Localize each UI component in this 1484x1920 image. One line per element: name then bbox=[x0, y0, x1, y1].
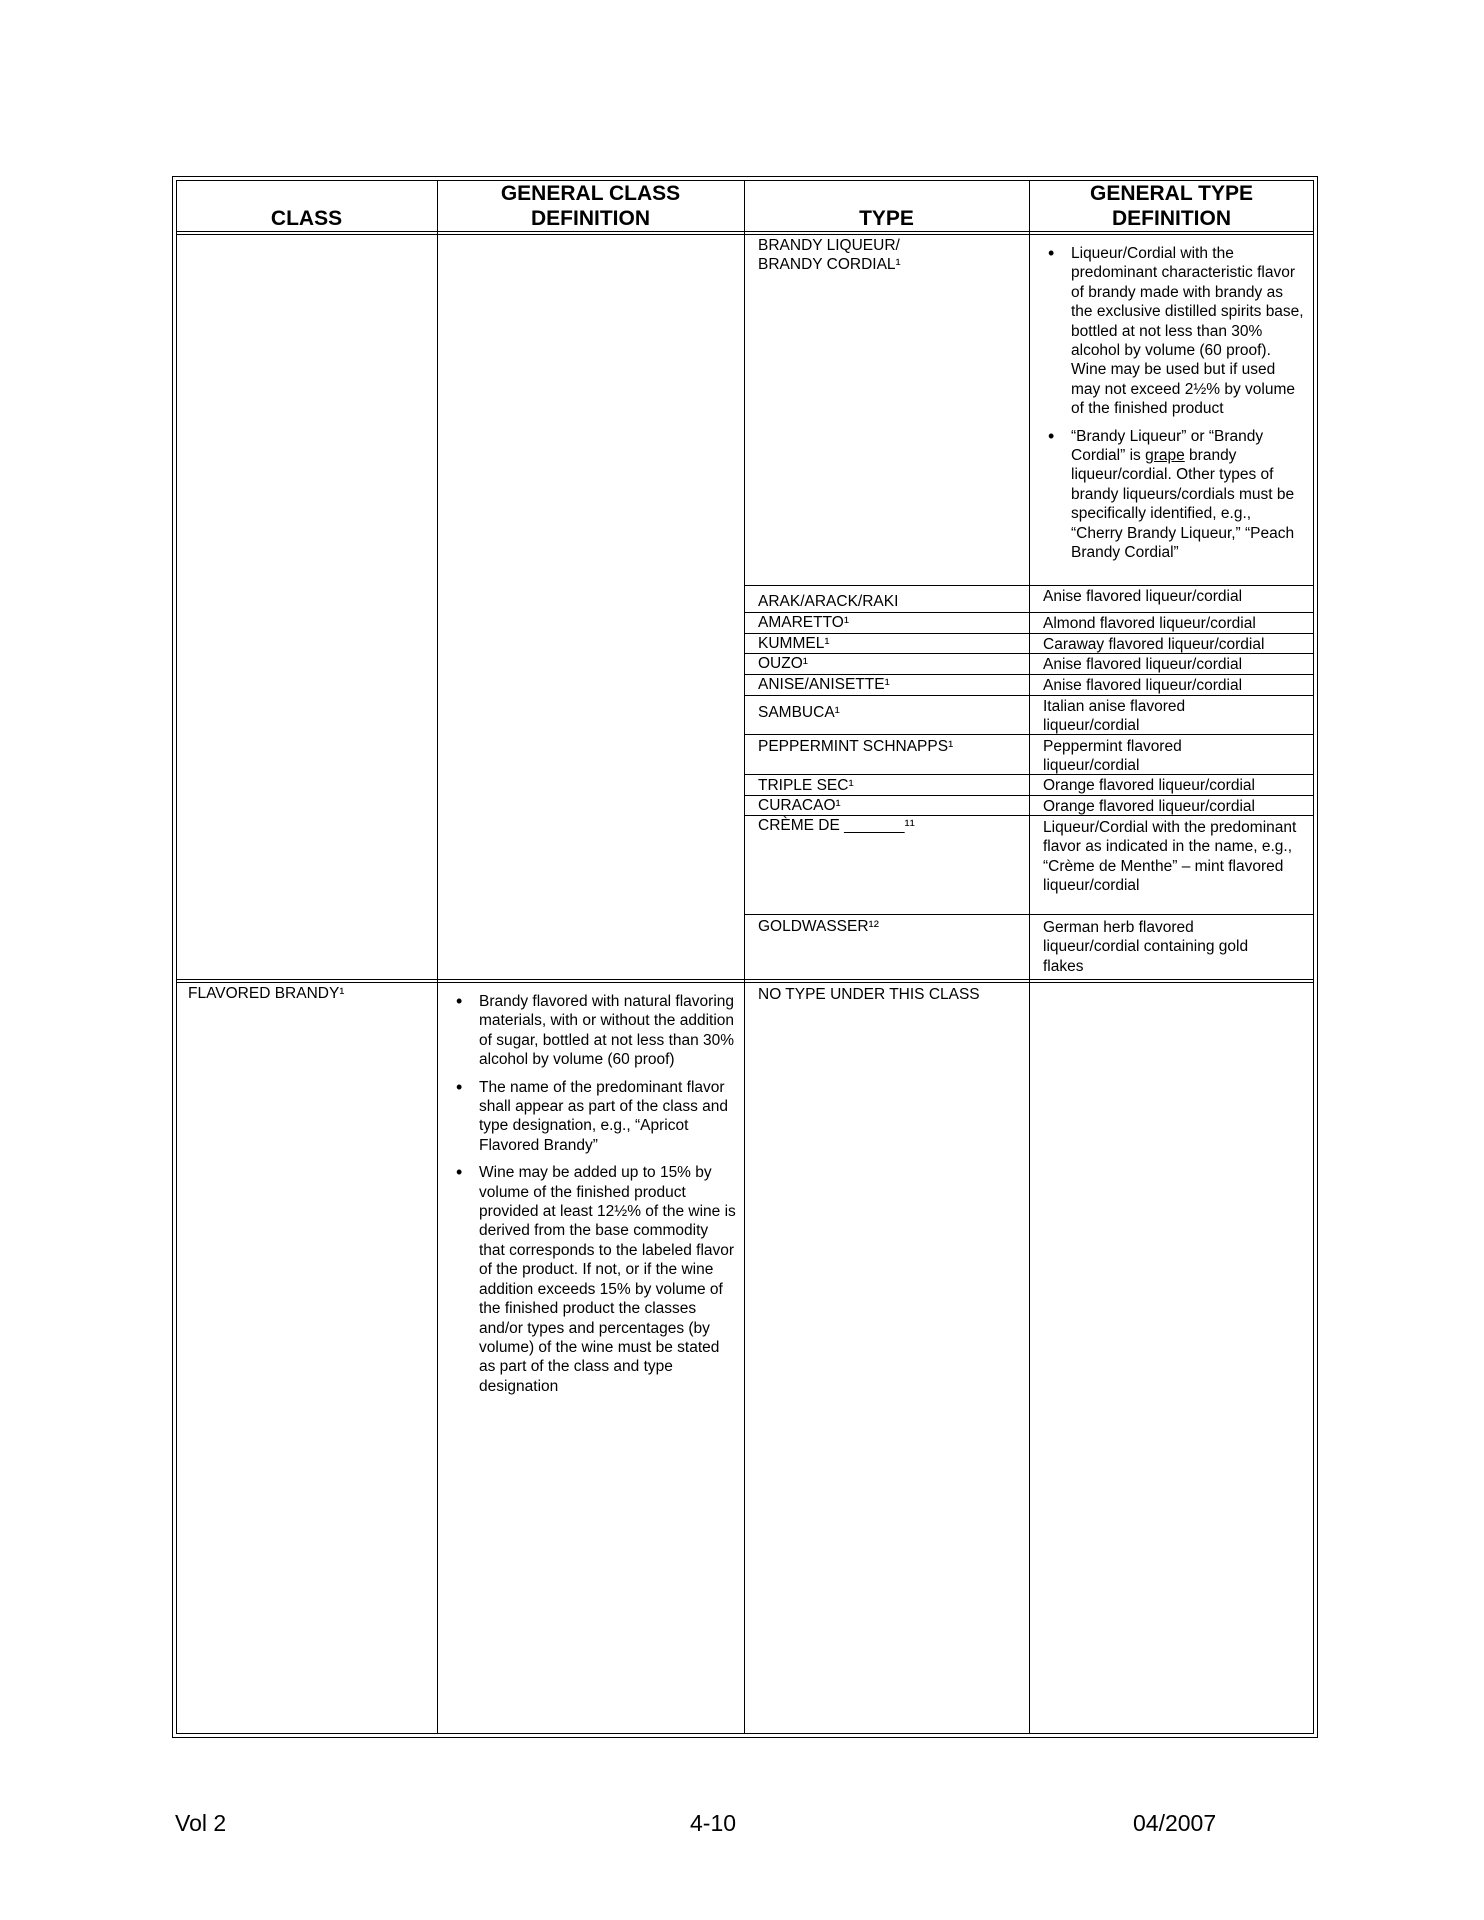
table-row-type: OUZO¹ bbox=[758, 655, 808, 672]
type-brandy-liqueur: BRANDY LIQUEUR/ BRANDY CORDIAL¹ bbox=[758, 237, 901, 274]
table-row-definition: Anise flavored liqueur/cordial bbox=[1043, 656, 1243, 673]
table-row-type: SAMBUCA¹ bbox=[758, 704, 840, 721]
column-divider bbox=[1029, 180, 1030, 1734]
table-row-definition: Orange flavored liqueur/cordial bbox=[1043, 798, 1255, 815]
class-flavored-brandy: FLAVORED BRANDY¹ bbox=[188, 985, 345, 1002]
row-divider bbox=[744, 914, 1314, 915]
definition-bullet: • “Brandy Liqueur” or “Brandy Cordial” is grape brandy liqueur/cordial. Other types of brandy liqueurs/cordials must be specifically identified, e.g., “Cherry Brandy Liqueur,” “Peach Brandy Cordial” bbox=[1048, 425, 1295, 562]
header-type: TYPE bbox=[859, 207, 914, 230]
column-divider bbox=[437, 180, 438, 1734]
definition-bullet: • Brandy flavored with natural flavoring materials, with or without the addition of sugar, bottled at not less than 30% alcohol by volume (60 proof) bbox=[456, 991, 735, 1069]
table-row-type: TRIPLE SEC¹ bbox=[758, 777, 854, 794]
table-row-type: ANISE/ANISETTE¹ bbox=[758, 676, 890, 693]
table-row-definition: Caraway flavored liqueur/cordial bbox=[1043, 636, 1265, 653]
table-row-definition: Anise flavored liqueur/cordial bbox=[1043, 677, 1243, 694]
bullet-icon: • bbox=[456, 1162, 463, 1183]
row-divider bbox=[744, 585, 1314, 586]
table-row-type: CURACAO¹ bbox=[758, 797, 841, 814]
table-row-type: GOLDWASSER¹² bbox=[758, 918, 879, 935]
table-row-type: KUMMEL¹ bbox=[758, 635, 830, 652]
table-row-definition: Anise flavored liqueur/cordial bbox=[1043, 588, 1243, 605]
bullet-icon: • bbox=[1048, 425, 1055, 446]
table-row-definition: Orange flavored liqueur/cordial bbox=[1043, 777, 1255, 794]
flavored-brandy-definition bbox=[451, 992, 736, 1404]
definition-bullet: • Liqueur/Cordial with the predominant characteristic flavor of brandy made with brandy as the exclusive distilled spirits base, bottled at not less than 30% alcohol by volume (60 proof). Wine may be used but if used may not exceed 2½% by volume of the finished product bbox=[1048, 243, 1304, 418]
table-row-type: CRÈME DE _______¹¹ bbox=[758, 817, 915, 834]
bullet-icon: • bbox=[1048, 243, 1055, 263]
header-divider bbox=[176, 231, 1314, 235]
header-general-class-definition: GENERAL CLASS DEFINITION bbox=[500, 182, 681, 230]
definition-bullet: • Wine may be added up to 15% by volume of the finished product provided at least 12½% of the wine is derived from the base commodity that corresponds to the labeled flavor of the product. If not, or if the wine addition exceeds 15% by volume of the finished product the classes and/or types and percentages (by volume) of the wine must be stated as part of the class and type designation bbox=[456, 1162, 736, 1395]
table-row-type: PEPPERMINT SCHNAPPS¹ bbox=[758, 738, 954, 755]
footer-volume: Vol 2 bbox=[175, 1810, 227, 1836]
brandy-liqueur-definition bbox=[1043, 244, 1307, 571]
definition-bullet: • The name of the predominant flavor shall appear as part of the class and type designation, e.g., “Apricot Flavored Brandy” bbox=[456, 1076, 729, 1154]
table-row-definition: Liqueur/Cordial with the predominant flavor as indicated in the name, e.g., “Crème de Menthe” – mint flavored liqueur/cordial bbox=[1043, 819, 1297, 895]
table-row-type: ARAK/ARACK/RAKI bbox=[758, 593, 899, 610]
header-general-type-definition: GENERAL TYPE DEFINITION bbox=[1090, 182, 1253, 230]
table-row-type: AMARETTO¹ bbox=[758, 614, 849, 631]
footer-date: 04/2007 bbox=[1133, 1810, 1217, 1836]
table-row-definition: Peppermint flavored liqueur/cordial bbox=[1043, 738, 1182, 775]
type-no-type: NO TYPE UNDER THIS CLASS bbox=[758, 986, 980, 1003]
footer-page-number: 4-10 bbox=[690, 1810, 737, 1836]
table-row-definition: German herb flavored liqueur/cordial containing gold flakes bbox=[1043, 919, 1249, 975]
section-divider bbox=[176, 979, 1314, 983]
bullet-icon: • bbox=[456, 1076, 463, 1097]
table-row-definition: Almond flavored liqueur/cordial bbox=[1043, 615, 1256, 632]
column-divider bbox=[744, 180, 745, 1734]
header-class: CLASS bbox=[270, 207, 343, 230]
table-row-definition: Italian anise flavored liqueur/cordial bbox=[1043, 698, 1186, 735]
bullet-icon: • bbox=[456, 991, 463, 1011]
